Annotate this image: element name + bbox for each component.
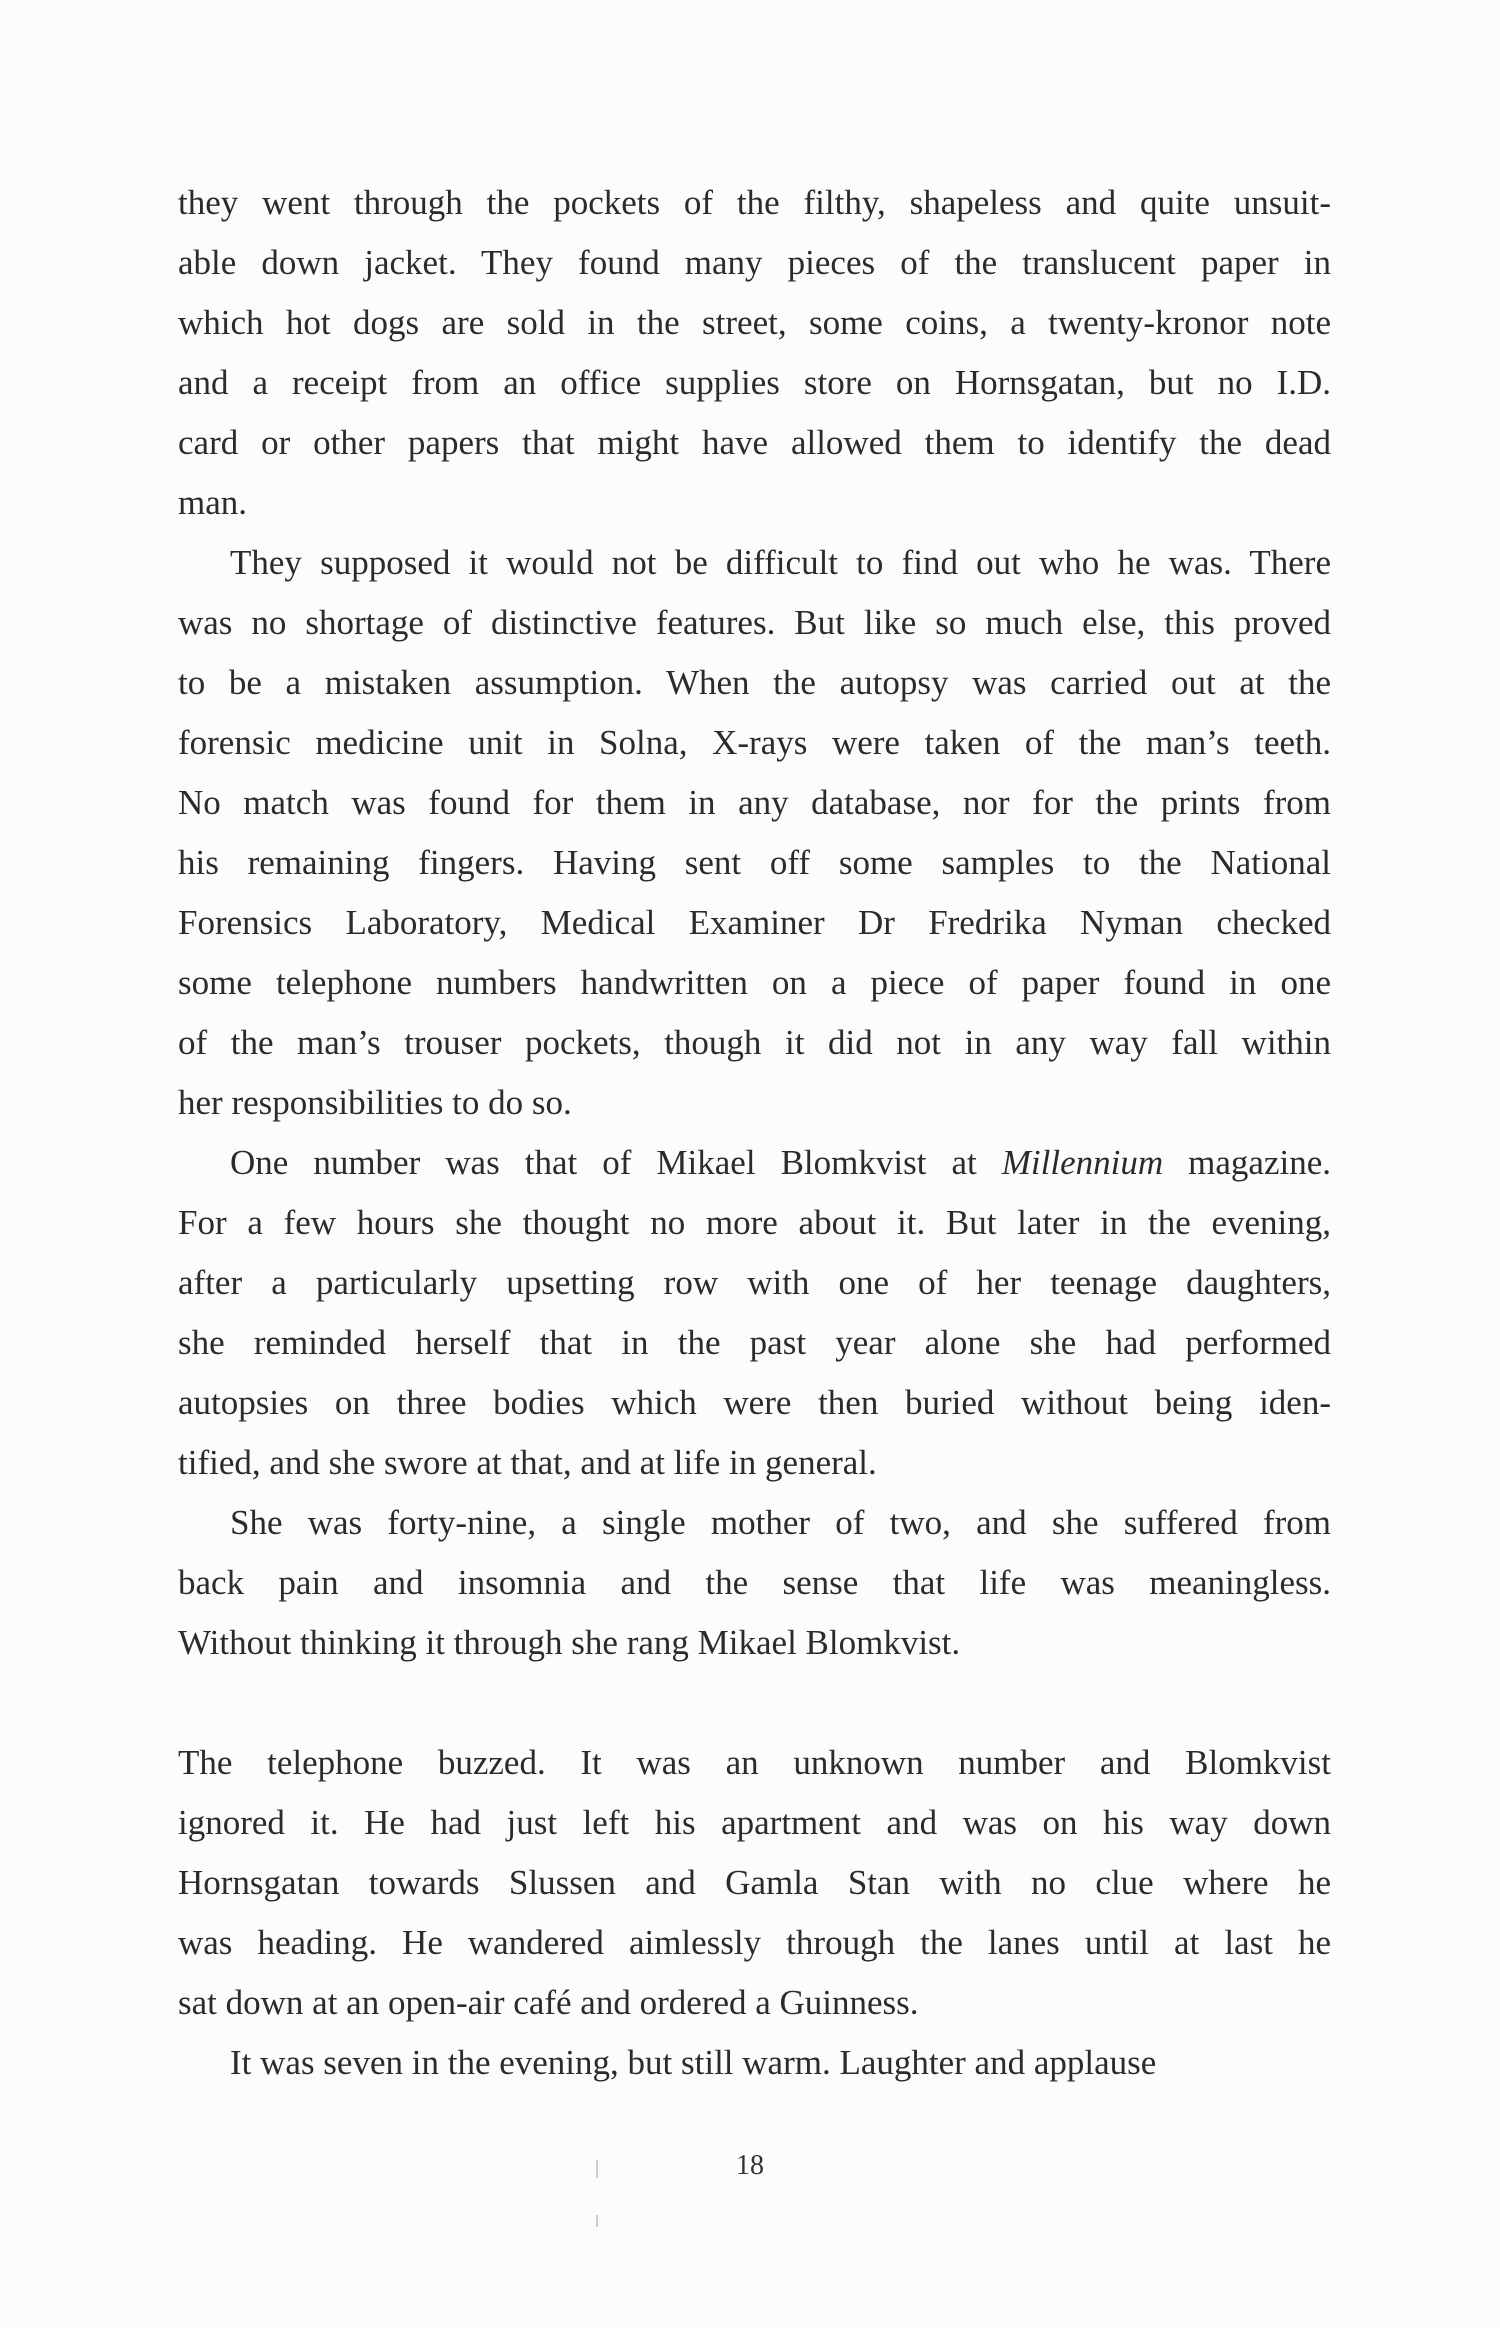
text-line: The telephone buzzed. It was an unknown number and Blomkvist <box>178 1743 1331 1782</box>
text-line: was no shortage of distinctive features. But like so much else, this proved <box>178 603 1331 642</box>
page-number: 18 <box>736 2150 764 2181</box>
scan-mark <box>596 2215 598 2227</box>
text-line: after a particularly upsetting row with one of her teenage daughters, <box>178 1263 1331 1302</box>
text-line: her responsibilities to do so. <box>178 1083 572 1122</box>
text-line: They supposed it would not be difficult to find out who he was. There <box>230 543 1331 582</box>
scan-mark <box>596 2160 598 2178</box>
paragraph <box>178 173 1331 533</box>
text-line: card or other papers that might have allowed them to identify the dead <box>178 423 1331 462</box>
text-line: Forensics Laboratory, Medical Examiner Dr Fredrika Nyman checked <box>178 903 1331 942</box>
text-line: they went through the pockets of the filthy, shapeless and quite unsuit- <box>178 183 1331 222</box>
text-line: Without thinking it through she rang Mikael Blomkvist. <box>178 1623 961 1662</box>
text-line: was heading. He wandered aimlessly through the lanes until at last he <box>178 1923 1331 1962</box>
text-line: able down jacket. They found many pieces of the translucent paper in <box>178 243 1331 282</box>
paragraph <box>178 1493 1331 1673</box>
text-line: of the man’s trouser pockets, though it did not in any way fall within <box>178 1023 1331 1062</box>
text-line: some telephone numbers handwritten on a piece of paper found in one <box>178 963 1331 1002</box>
text-line: autopsies on three bodies which were then buried without being iden- <box>178 1383 1331 1422</box>
text-line: No match was found for them in any database, nor for the prints from <box>178 783 1331 822</box>
text-line: and a receipt from an office supplies store on Hornsgatan, but no I.D. <box>178 363 1331 402</box>
text-line: his remaining fingers. Having sent off some samples to the National <box>178 843 1331 882</box>
text-line: It was seven in the evening, but still warm. Laughter and applause <box>230 2043 1157 2082</box>
body-text <box>178 173 1331 2093</box>
italic-title: Millennium <box>1001 1143 1164 1182</box>
text-line: she reminded herself that in the past year alone she had performed <box>178 1323 1331 1362</box>
text-line <box>178 1133 1331 1193</box>
text-line: to be a mistaken assumption. When the autopsy was carried out at the <box>178 663 1331 702</box>
paragraph <box>178 2033 1331 2093</box>
text-line: tified, and she swore at that, and at life in general. <box>178 1443 877 1482</box>
paragraph <box>178 533 1331 1133</box>
text-line: which hot dogs are sold in the street, some coins, a twenty-kronor note <box>178 303 1331 342</box>
text-line: back pain and insomnia and the sense that life was meaningless. <box>178 1563 1331 1602</box>
text-line: sat down at an open-air café and ordered a Guinness. <box>178 1983 919 2022</box>
paragraph <box>178 1733 1331 2033</box>
text-line: ignored it. He had just left his apartment and was on his way down <box>178 1803 1331 1842</box>
text-line: man. <box>178 483 248 522</box>
text-line: Hornsgatan towards Slussen and Gamla Stan with no clue where he <box>178 1863 1331 1902</box>
text-segment: magazine. <box>1163 1143 1331 1182</box>
paragraph <box>178 1133 1331 1493</box>
text-line: She was forty-nine, a single mother of two, and she suffered from <box>230 1503 1331 1542</box>
text-line: forensic medicine unit in Solna, X-rays were taken of the man’s teeth. <box>178 723 1331 762</box>
text-segment: One number was that of Mikael Blomkvist at <box>230 1143 1002 1182</box>
text-line: For a few hours she thought no more about it. But later in the evening, <box>178 1203 1331 1242</box>
section-break <box>178 1673 1331 1733</box>
